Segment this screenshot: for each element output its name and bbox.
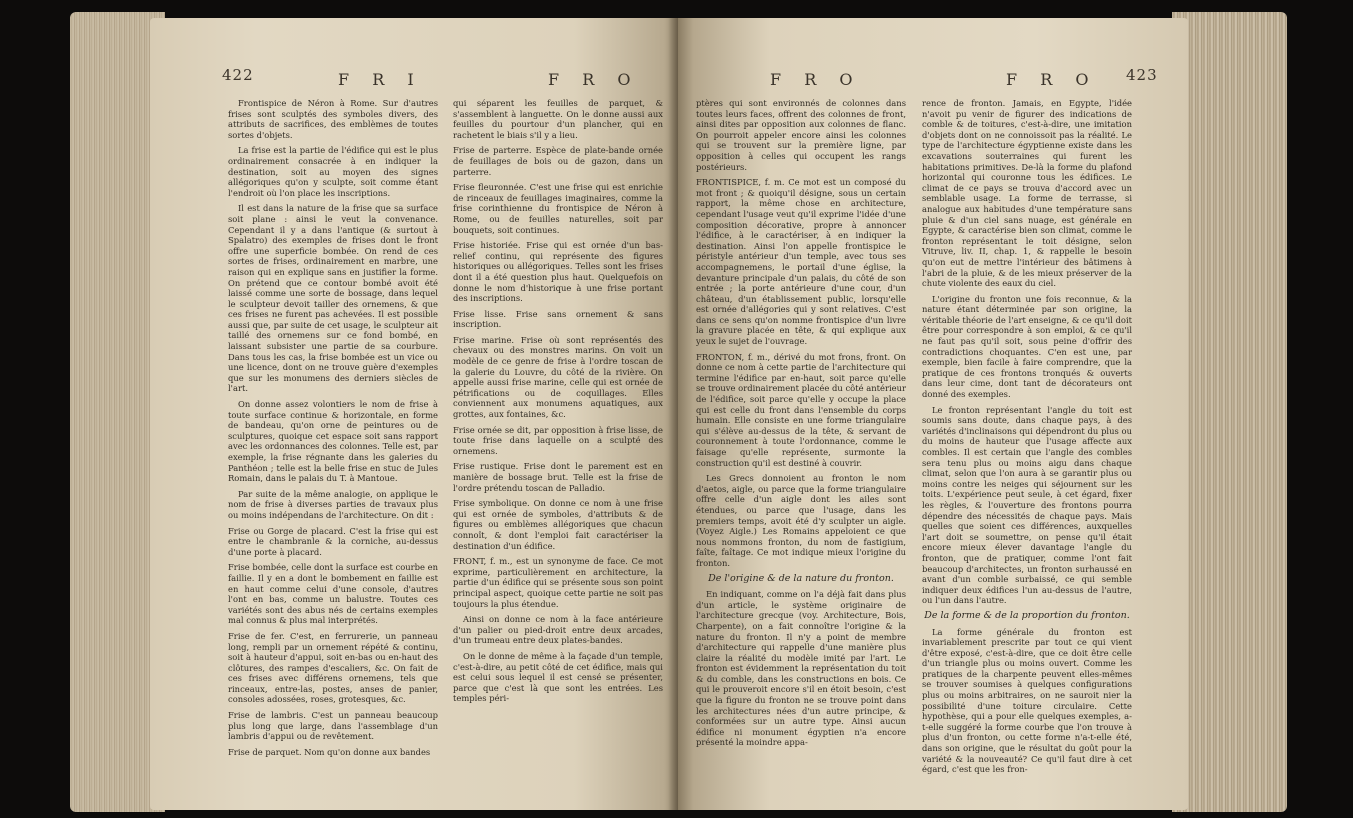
entry-frise-gorge: Frise ou Gorge de placard. C'est la frise qui est entre le chambranle & la corniche, au-dessus d'une porte à placard.: [228, 525, 438, 557]
left-running-head-left: F R I: [338, 70, 423, 89]
left-column-1: [228, 98, 438, 762]
entry-frise-lisse: Frise lisse. Frise sans ornement & sans inscription.: [453, 308, 663, 330]
right-running-head-left: F R O: [770, 70, 862, 89]
entry-frise-bombee: Frise bombée, celle dont la surface est courbe en faillie. Il y en a dont le bombement en faillie est en haut comme celui d'une console, d'autres l'ont en bas, comme un balustre. Toutes ces variétés sont des abus nés de certains exemples mal connus & plus mal interprétés.: [228, 562, 438, 626]
paragraph: La frise est la partie de l'édifice qui est le plus ordinairement consacrée à en indiquer la destination, soit au moyen des signes allégoriques qu'on y sculpte, soit comme étant l'endroit où l'on place les inscriptions.: [228, 145, 438, 198]
left-column-2: [453, 98, 663, 709]
paragraph: qui séparent les feuilles de parquet, & s'assemblent à languette. On le donne aussi aux feuilles du pourtour d'un plancher, qui en rachetent le biais s'il y a lieu.: [453, 98, 663, 140]
section-heading-forme: De la forme & de la proportion du fronton.: [924, 609, 1130, 621]
entry-fronton: FRONTON, f. m., dérivé du mot frons, front. On donne ce nom à cette partie de l'architecture qui termine l'édifice par en-haut, soit parce qu'elle se trouve ordinairement placée du côté antérieur de l'édifice, soit parce qu'elle y occupe la place qui est celle du front dans l'ensemble du corps humain. Elle consiste en une forme triangulaire qui s'élève au-dessus de la tête, & servant de couronnement à toute l'ordonnance, comme le faisage qu'elle représente, surmonte la construction qu'il est destiné à couvrir.: [696, 351, 906, 468]
right-page: [678, 18, 1188, 810]
paragraph: ptères qui sont environnés de colonnes dans toutes leurs faces, offrent des colonnes de front, ainsi dites par opposition aux colonnes de flanc. On pourroit appeler encore ainsi les colonnes qui se trouvent sur la première ligne, par opposition à celles qui occupent les rangs postérieurs.: [696, 98, 906, 172]
paragraph: On le donne de même à la façade d'un temple, c'est-à-dire, au petit côté de cet édifice, mais qui est celui sous lequel il est censé se présenter, parce que c'est là que sont les entrées. Les temples péri-: [453, 650, 663, 704]
entry-frise-rustique: Frise rustique. Frise dont le parement est en manière de bossage brut. Telle est la frise de l'ordre prétendu toscan de Palladio.: [453, 461, 663, 493]
section-heading-origine: De l'origine & de la nature du fronton.: [708, 572, 894, 584]
entry-front: FRONT, f. m., est un synonyme de face. Ce mot exprime, particulièrement en architecture, la partie d'un édifice qui se présente sous son point principal aspect, quoique cette partie ne soit pas toujours la plus étendue.: [453, 556, 663, 609]
right-running-head-right: F R O: [1006, 70, 1098, 89]
left-page-number: 422: [222, 66, 254, 84]
entry-frise-fer: Frise de fer. C'est, en ferrurerie, un panneau long, rempli par un ornement répété & continu, soit à hauteur d'appui, soit en-bas ou en-haut des clôtures, des rampes d'escaliers, &c. On fait de ces frises avec différens ornemens, tels que rinceaux, entre-las, postes, anses de panier, consoles adossées, roses, grotesques, &c.: [228, 630, 438, 705]
paragraph: Le fronton représentant l'angle du toit est soumis sans doute, dans chaque pays, à des variétés d'inclinaisons qui dépendront du plus ou du moins de hauteur que l'usage affecte aux combles. Il est certain que l'angle des combles sera tenu plus ou moins aigu dans chaque climat, selon que l'on aura à se garantir plus ou moins contre les neiges qui séjournent sur les toits. L'expérience peut seule, à cet égard, fixer les règles, & l'ouverture des frontons pourra dépendre des nécessités de chaque pays. Mais quelles que soient ces différences, auxquelles l'art doit se soumettre, on pense qu'il était encore mieux élever davantage l'angle du fronton, que de pratiquer, comme l'ont fait beaucoup d'architectes, un fronton surhaussé en avant d'un comble surbaissé, ce qui semble indiquer deux édifices l'un au-dessus de l'autre, ou l'un dans l'autre.: [922, 404, 1132, 606]
right-page-number: 423: [1126, 66, 1158, 84]
paragraph: rence de fronton. Jamais, en Egypte, l'idée n'avoit pu venir de figurer des indications de comble & de toitures, c'est-à-dire, une imitation d'objets dont on ne connoissoit pas la réalité. Le type de l'architecture égyptienne existe dans les excavations souterraines qui furent les habitations primitives. De-là la forme du plafond horizontal qui couronne tous les édifices. Le climat de ce pays se trouva d'accord avec un semblable usage. La forme de terrasse, si analogue aux habitudes d'une température sans pluie & d'un ciel sans nuage, est générale en Egypte, & caractérise bien son climat, comme le fronton représentant le toit désigne, selon Vitruve, liv. II, chap. 1, & rappelle le besoin qu'on eut de mettre l'intérieur des bâtimens à l'abri de la pluie, & de les mieux préserver de la chute violente des eaux du ciel.: [922, 98, 1132, 289]
entry-frise-marine: Frise marine. Frise où sont représentés des chevaux ou des monstres marins. On voit un modèle de ce genre de frise à l'ordre toscan de la galerie du Louvre, du côté de la rivière. On appelle aussi frise marine, celle qui est ornée de pétrifications ou de coquillages. Elles conviennent aux monumens aquatiques, aux grottes, aux fontaines, &c.: [453, 334, 663, 420]
paragraph: Par suite de la même analogie, on applique le nom de frise à diverses parties de travaux plus ou moins indépendans de l'architecture. On dit :: [228, 488, 438, 520]
paragraph: En indiquant, comme on l'a déjà fait dans plus d'un article, le système originaire de l'architecture grecque (voy. Architecture, Bois, Charpente), on a fait connoître l'origine & la nature du fronton. Il n'y a point de membre d'architecture qui rappelle d'une manière plus claire la réalité du modèle imité par l'art. Le fronton est évidemment la représentation du toit & du comble, dans les constructions en bois. Ce qui le prouveroit encore s'il en étoit besoin, c'est que la figure du fronton ne se trouve point dans les architectures nées d'un autre principe, & conformées sur un autre type. Ainsi aucun édifice ni monument égyptien n'a encore présenté la moindre appa-: [696, 589, 906, 748]
right-page-edges: [1172, 12, 1287, 812]
paragraph: Ainsi on donne ce nom à la face antérieure d'un palier ou pied-droit entre deux arcades, d'un trumeau entre deux plates-bandes.: [453, 614, 663, 646]
entry-frise-parquet: Frise de parquet. Nom qu'on donne aux bandes: [228, 746, 431, 757]
right-column-2: [922, 98, 1132, 780]
paragraph: On donne assez volontiers le nom de frise à toute surface continue & horizontale, en forme de bandeau, qu'on orne de peintures ou de sculptures, quoique cet espace soit sans rapport avec les ordonnances des colonnes. Telle est, par exemple, la frise régnante dans les galeries du Panthéon ; telle est la belle frise en stuc de Jules Romain, dans le palais du T. à Mantoue.: [228, 399, 438, 484]
left-running-head-right: F R O: [548, 70, 640, 89]
paragraph: Frontispice de Néron à Rome. Sur d'autres frises sont sculptés des symboles divers, des attributs de sacrifices, des emblèmes de toutes sortes d'objets.: [228, 98, 438, 140]
paragraph: L'origine du fronton une fois reconnue, & la nature étant déterminée par son origine, la véritable théorie de l'art enseigne, & ce qu'il doit être pour correspondre à son emploi, & ce qu'il ne faut pas qu'il soit, sous peine d'offrir des contradictions choquantes. C'en est une, par exemple, bien facile à faire comprendre, que la pratique de ces frontons tronqués & ouverts dans leur cime, dont tant de décorateurs ont donné des exemples.: [922, 293, 1132, 400]
entry-frise-parterre: Frise de parterre. Espèce de plate-bande ornée de feuillages de bois ou de gazon, dans un parterre.: [453, 145, 663, 177]
right-column-1: [696, 98, 906, 753]
entry-frontispice: FRONTISPICE, f. m. Ce mot est un composé du mot front ; & quoiqu'il désigne, sous un certain rapport, la même chose en architecture, cependant l'usage veut qu'il exprime l'idée d'une composition décorative, propre à annoncer l'édifice, à le caractériser, à en indiquer la destination. Ainsi l'on appelle frontispice le péristyle antérieur d'un temple, avec tous ses accompagnemens, le portail d'une église, la devanture principale d'un palais, du côté de son entrée ; la porte antérieure d'une cour, d'un château, d'un établissement public, lorsqu'elle est ornée d'allégories qui y sont relatives. C'est dans ce sens qu'on nomme frontispice d'un livre la gravure placée en tête, & qui explique aux yeux le sujet de l'ouvrage.: [696, 177, 906, 347]
left-page: [150, 18, 680, 810]
entry-frise-symbolique: Frise symbolique. On donne ce nom à une frise qui est ornée de symboles, d'attributs & de figures ou emblèmes allégoriques que chacun connoît, & dont l'emploi fait caractériser la destination d'un édifice.: [453, 498, 663, 551]
entry-frise-lambris: Frise de lambris. C'est un panneau beaucoup plus long que large, dans l'assemblage d'un lambris d'appui ou de revêtement.: [228, 710, 438, 742]
entry-frise-historiee: Frise historiée. Frise qui est ornée d'un bas-relief continu, qui représente des figures historiques ou allégoriques. Telles sont les frises dont il a été question plus haut. Quelquefois on donne le nom d'historique à une frise portant des inscriptions.: [453, 240, 663, 304]
entry-frise-ornee: Frise ornée se dit, par opposition à frise lisse, de toute frise dans laquelle on a sculpté des ornemens.: [453, 424, 663, 456]
entry-frise-fleuronnee: Frise fleuronnée. C'est une frise qui est enrichie de rinceaux de feuillages imaginaires, comme la frise corinthienne du frontispice de Néron à Rome, ou de feuilles naturelles, soit par bouquets, soit continues.: [453, 182, 663, 235]
paragraph: Il est dans la nature de la frise que sa surface soit plane : ainsi le veut la convenance. Cependant il y a dans l'antique (& surtout à Spalatro) des exemples de frises dont le front offre une superficie bombée. On rend de ces sortes de frises, ordinairement en marbre, une raison qui en explique sans en justifier la forme. On prétend que ce contour bombé avoit été laissé comme une sorte de bossage, dans lequel le sculpteur devoit tailler des ornemens, & que ces frises ne furent pas achevées. Il est possible aussi que, par suite de cet usage, le sculpteur ait taillé des ornemens sur ce fond bombé, en laissant subsister une partie de sa courbure. Dans tous les cas, la frise bombée est un vice ou une licence, dont on ne trouve guère d'exemples que sur les monumens des derniers siècles de l'art.: [228, 203, 438, 394]
paragraph: Les Grecs donnoient au fronton le nom d'aetos, aigle, ou parce que la forme triangulaire offre celle d'un aigle dont les ailes sont étendues, ou parce que l'usage, dans les premiers temps, avoit été d'y sculpter un aigle. (Voyez Aigle.) Les Romains appeloient ce que nous nommons fronton, du nom de fastigium, faîte, faîtage. Ce mot indique mieux l'origine du fronton.: [696, 473, 906, 568]
paragraph: La forme générale du fronton est invariablement prescrite par tout ce qui vient d'être exposé, c'est-à-dire, que ce doit être celle d'un triangle plus ou moins ouvert. Comme les pratiques de la charpente peuvent elles-mêmes se trouver soumises à quelques configurations plus ou moins arbitraires, on ne sauroit nier la possibilité d'une toiture circulaire. Cette hypothèse, qui a pour elle quelques exemples, a-t-elle suggéré la forme courbe que l'on trouve à plus d'un fronton, ou cette forme n'a-t-elle été, dans son origine, que le résultat du goût pour la variété & la nouveauté? Ce qu'il faut dire à cet égard, c'est que les fron-: [922, 626, 1132, 775]
